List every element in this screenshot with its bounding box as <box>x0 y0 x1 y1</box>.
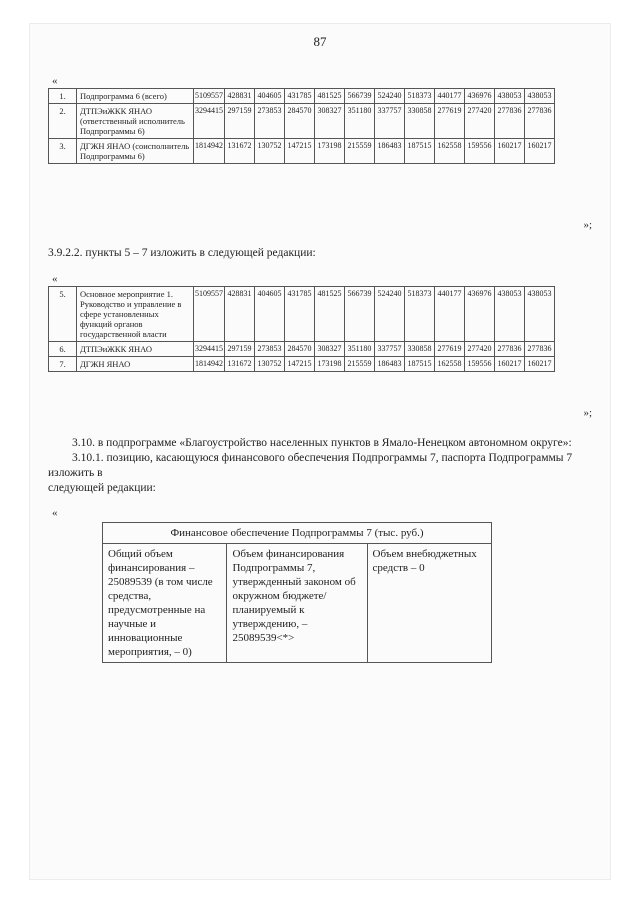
table-cell: 130752 <box>255 357 285 372</box>
table-cell: 337757 <box>375 342 405 357</box>
table-cell: 438053 <box>495 89 525 104</box>
table-cell: 518373 <box>405 287 435 342</box>
table-cell: 273853 <box>255 342 285 357</box>
table-cell: 277836 <box>495 104 525 139</box>
row-number: 1. <box>49 89 77 104</box>
table-cell: 277619 <box>435 104 465 139</box>
table-row <box>103 523 492 544</box>
table-row <box>49 89 555 104</box>
table-cell: 284570 <box>285 104 315 139</box>
table-cell: 160217 <box>525 357 555 372</box>
table-cell: 524240 <box>375 89 405 104</box>
total-funding-cell: Общий объем финансирования – 25089539 (в том числе средства, предусмотренные на научные и инновационные мероприятия, – 0) <box>103 544 227 663</box>
paragraph-3-9-2-2: 3.9.2.2. пункты 5 – 7 изложить в следующей редакции: <box>48 247 316 259</box>
page-number: 87 <box>313 34 327 49</box>
subprogram6-finance-table <box>48 88 555 164</box>
table-row <box>49 139 555 164</box>
table-cell: 3294415 <box>194 104 225 139</box>
table-row <box>49 357 555 372</box>
table-cell: 438053 <box>525 89 555 104</box>
table-cell: 566739 <box>345 287 375 342</box>
row-number: 7. <box>49 357 77 372</box>
paragraph-3-10: 3.10. в подпрограмме «Благоустройство населенных пунктов в Ямало-Ненецком автономном округе»: <box>72 437 572 449</box>
table-row <box>49 342 555 357</box>
table-cell: 159556 <box>465 139 495 164</box>
table-cell: 147215 <box>285 357 315 372</box>
table-cell: 404605 <box>255 287 285 342</box>
table-cell: 160217 <box>495 357 525 372</box>
table-cell: 308327 <box>315 342 345 357</box>
table-cell: 1814942 <box>194 139 225 164</box>
budget-funding-cell: Объем финансирования Подпрограммы 7, утвержденный законом об окружном бюджете/планируемый к утверждению, – 25089539<*> <box>227 544 367 663</box>
table-cell: 277836 <box>495 342 525 357</box>
paragraph-3-10-1: 3.10.1. позицию, касающуюся финансового обеспечения Подпрограммы 7, паспорта Подпрограммы 7 изложить в <box>48 452 573 479</box>
table-cell: 440177 <box>435 287 465 342</box>
table-cell: 428831 <box>225 287 255 342</box>
table-cell: 1814942 <box>194 357 225 372</box>
row-name: Основное мероприятие 1. Руководство и управление в сфере установленных функций органов государственной власти <box>77 287 194 342</box>
table-cell: 518373 <box>405 89 435 104</box>
table-cell: 5109557 <box>194 287 225 342</box>
table-cell: 147215 <box>285 139 315 164</box>
row-name: ДТПЭиЖКК ЯНАО <box>77 342 194 357</box>
row-number: 3. <box>49 139 77 164</box>
close-quote: »; <box>583 407 592 419</box>
table-cell: 187515 <box>405 139 435 164</box>
row-number: 2. <box>49 104 77 139</box>
table-cell: 160217 <box>495 139 525 164</box>
table-cell: 159556 <box>465 357 495 372</box>
row-name: ДГЖН ЯНАО <box>77 357 194 372</box>
document-page <box>30 24 610 879</box>
table-cell: 130752 <box>255 139 285 164</box>
table-cell: 277420 <box>465 104 495 139</box>
table-cell: 481525 <box>315 287 345 342</box>
table-cell: 431785 <box>285 287 315 342</box>
row-name: Подпрограмма 6 (всего) <box>77 89 194 104</box>
table-cell: 566739 <box>345 89 375 104</box>
table-cell: 440177 <box>435 89 465 104</box>
table-cell: 297159 <box>225 342 255 357</box>
open-quote: « <box>52 75 58 87</box>
table-cell: 5109557 <box>194 89 225 104</box>
table-cell: 186483 <box>375 139 405 164</box>
open-quote: « <box>52 507 58 519</box>
row-number: 5. <box>49 287 77 342</box>
row-number: 6. <box>49 342 77 357</box>
table-cell: 162558 <box>435 357 465 372</box>
table-cell: 438053 <box>495 287 525 342</box>
close-quote: »; <box>583 219 592 231</box>
table-row <box>103 544 492 663</box>
table-cell: 330858 <box>405 342 435 357</box>
table-cell: 351180 <box>345 104 375 139</box>
table-cell: 436976 <box>465 287 495 342</box>
table-cell: 438053 <box>525 287 555 342</box>
table-cell: 162558 <box>435 139 465 164</box>
table-cell: 436976 <box>465 89 495 104</box>
table-cell: 308327 <box>315 104 345 139</box>
table-cell: 187515 <box>405 357 435 372</box>
table-cell: 284570 <box>285 342 315 357</box>
table-cell: 277420 <box>465 342 495 357</box>
table-cell: 524240 <box>375 287 405 342</box>
row-name: ДГЖН ЯНАО (соисполнитель Подпрограммы 6) <box>77 139 194 164</box>
table-cell: 330858 <box>405 104 435 139</box>
table-cell: 273853 <box>255 104 285 139</box>
table-cell: 160217 <box>525 139 555 164</box>
table-cell: 428831 <box>225 89 255 104</box>
table-cell: 186483 <box>375 357 405 372</box>
table-cell: 215559 <box>345 357 375 372</box>
table-cell: 351180 <box>345 342 375 357</box>
table-row <box>49 104 555 139</box>
open-quote: « <box>52 273 58 285</box>
table-cell: 3294415 <box>194 342 225 357</box>
section-3-10-text <box>48 436 598 496</box>
measures-finance-table <box>48 286 555 372</box>
table-cell: 173198 <box>315 357 345 372</box>
table-cell: 277619 <box>435 342 465 357</box>
table-cell: 481525 <box>315 89 345 104</box>
table-cell: 297159 <box>225 104 255 139</box>
table-cell: 173198 <box>315 139 345 164</box>
table-cell: 277836 <box>525 104 555 139</box>
table-cell: 215559 <box>345 139 375 164</box>
funding-header: Финансовое обеспечение Подпрограммы 7 (тыс. руб.) <box>103 523 492 544</box>
table-cell: 337757 <box>375 104 405 139</box>
table-cell: 404605 <box>255 89 285 104</box>
table-cell: 131672 <box>225 357 255 372</box>
row-name: ДТПЭиЖКК ЯНАО (ответственный исполнитель Подпрограммы 6) <box>77 104 194 139</box>
extrabudgetary-cell: Объем внебюджетных средств – 0 <box>367 544 492 663</box>
paragraph-3-10-1-continued: следующей редакции: <box>48 482 156 494</box>
table-cell: 277836 <box>525 342 555 357</box>
table-cell: 431785 <box>285 89 315 104</box>
table-cell: 131672 <box>225 139 255 164</box>
subprogram7-funding-table <box>102 522 492 663</box>
table-row <box>49 287 555 342</box>
